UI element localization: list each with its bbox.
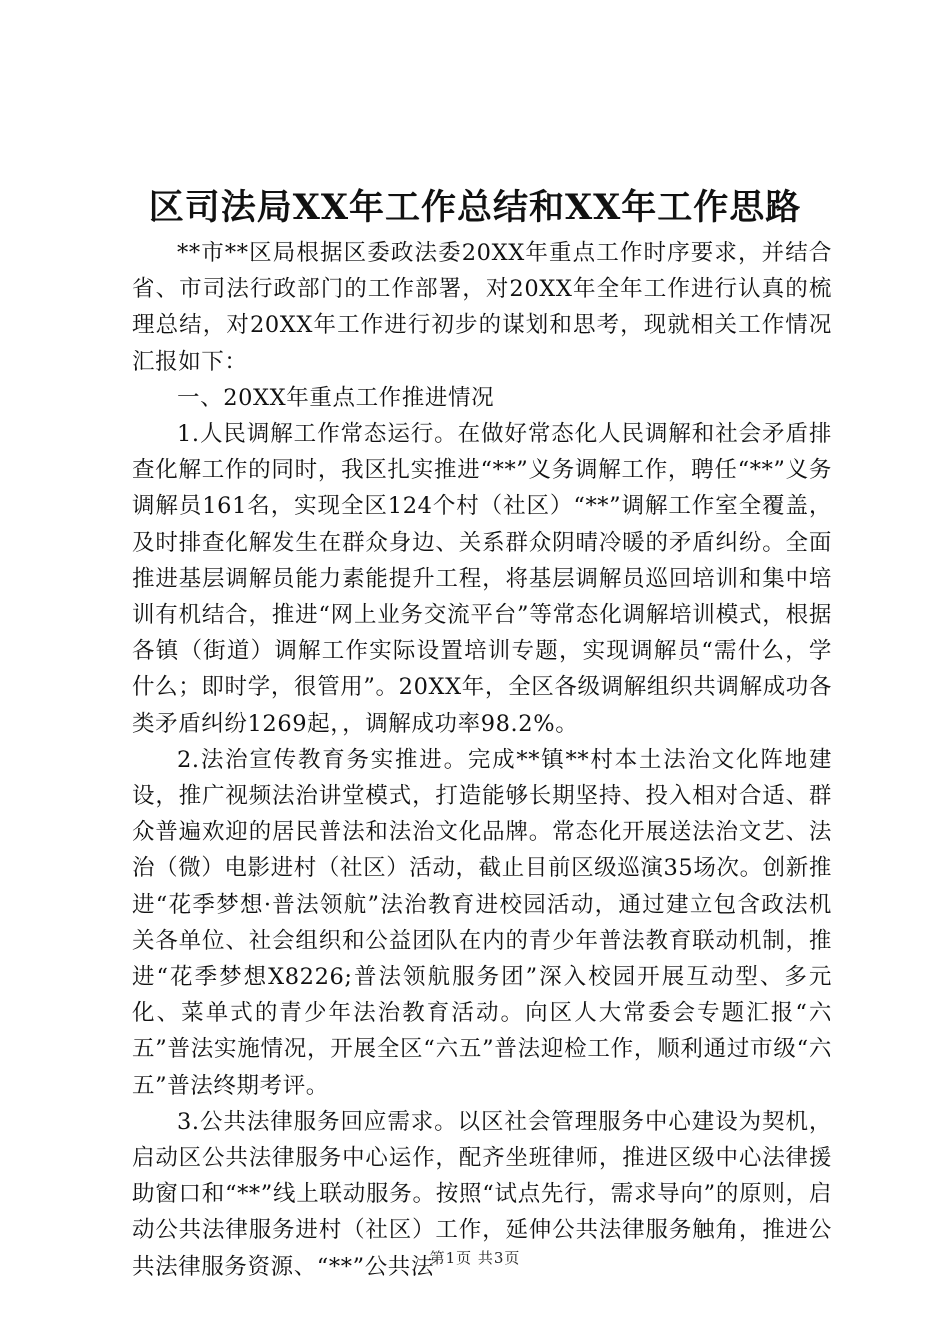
paragraph-mediation: 1.人民调解工作常态运行。在做好常态化人民调解和社会矛盾排查化解工作的同时，我区扎实推进“**”义务调解工作，聘任“**”义务调解员161名，实现全区124个村（社区）“**”调解工作室全覆盖，及时排查化解发生在群众身边、关系群众阴晴冷暖的矛盾纠纷。全面推进基层调解员能力素能提升工程，将基层调解员巡回培训和集中培训有机结合，推进“网上业务交流平台”等常态化调解培训模式，根据各镇（街道）调解工作实际设置培训专题，实现调解员“需什么，学什么；即时学，很管用”。20XX年，全区各级调解组织共调解成功各类矛盾纠纷1269起，，调解成功率98.2%。 [132,421,832,737]
paragraph-legal-services: 3.公共法律服务回应需求。以区社会管理服务中心建设为契机，启动区公共法律服务中心运作，配齐坐班律师，推进区级中心法律援助窗口和“**”线上联动服务。按照“试点先行，需求导向”的原则，启动公共法律服务进村（社区）工作，延伸公共法律服务触角，推进公共法律服务资源、“**”公共法 [132,1108,832,1280]
paragraph-legal-education: 2.法治宣传教育务实推进。完成**镇**村本土法治文化阵地建设，推广视频法治讲堂模式，打造能够长期坚持、投入相对合适、群众普遍欢迎的居民普法和法治文化品牌。常态化开展送法治文艺、法治（微）电影进村（社区）活动，截止目前区级巡演35场次。创新推进“花季梦想·普法领航”法治教育进校园活动，通过建立包含政法机关各单位、社会组织和公益团队在内的青少年普法教育联动机制，推进“花季梦想X8226;普法领航服务团”深入校园开展互动型、多元化、菜单式的青少年法治教育活动。向区人大常委会专题汇报“六五”普法实施情况，开展全区“六五”普法迎检工作，顺利通过市级“六五”普法终期考评。 [132,746,832,1099]
section-heading: 一、20XX年重点工作推进情况 [177,384,495,411]
page-number-footer: 第1页 共3页 [429,1249,521,1267]
document-title: 区司法局XX年工作总结和XX年工作思路 [148,187,802,228]
document-body [132,235,832,1285]
paragraph-intro: **市**区局根据区委政法委20XX年重点工作时序要求，并结合省、市司法行政部门的工作部署，对20XX年全年工作进行认真的梳理总结，对20XX年工作进行初步的谋划和思考，现就相关工作情况汇报如下： [132,240,832,375]
